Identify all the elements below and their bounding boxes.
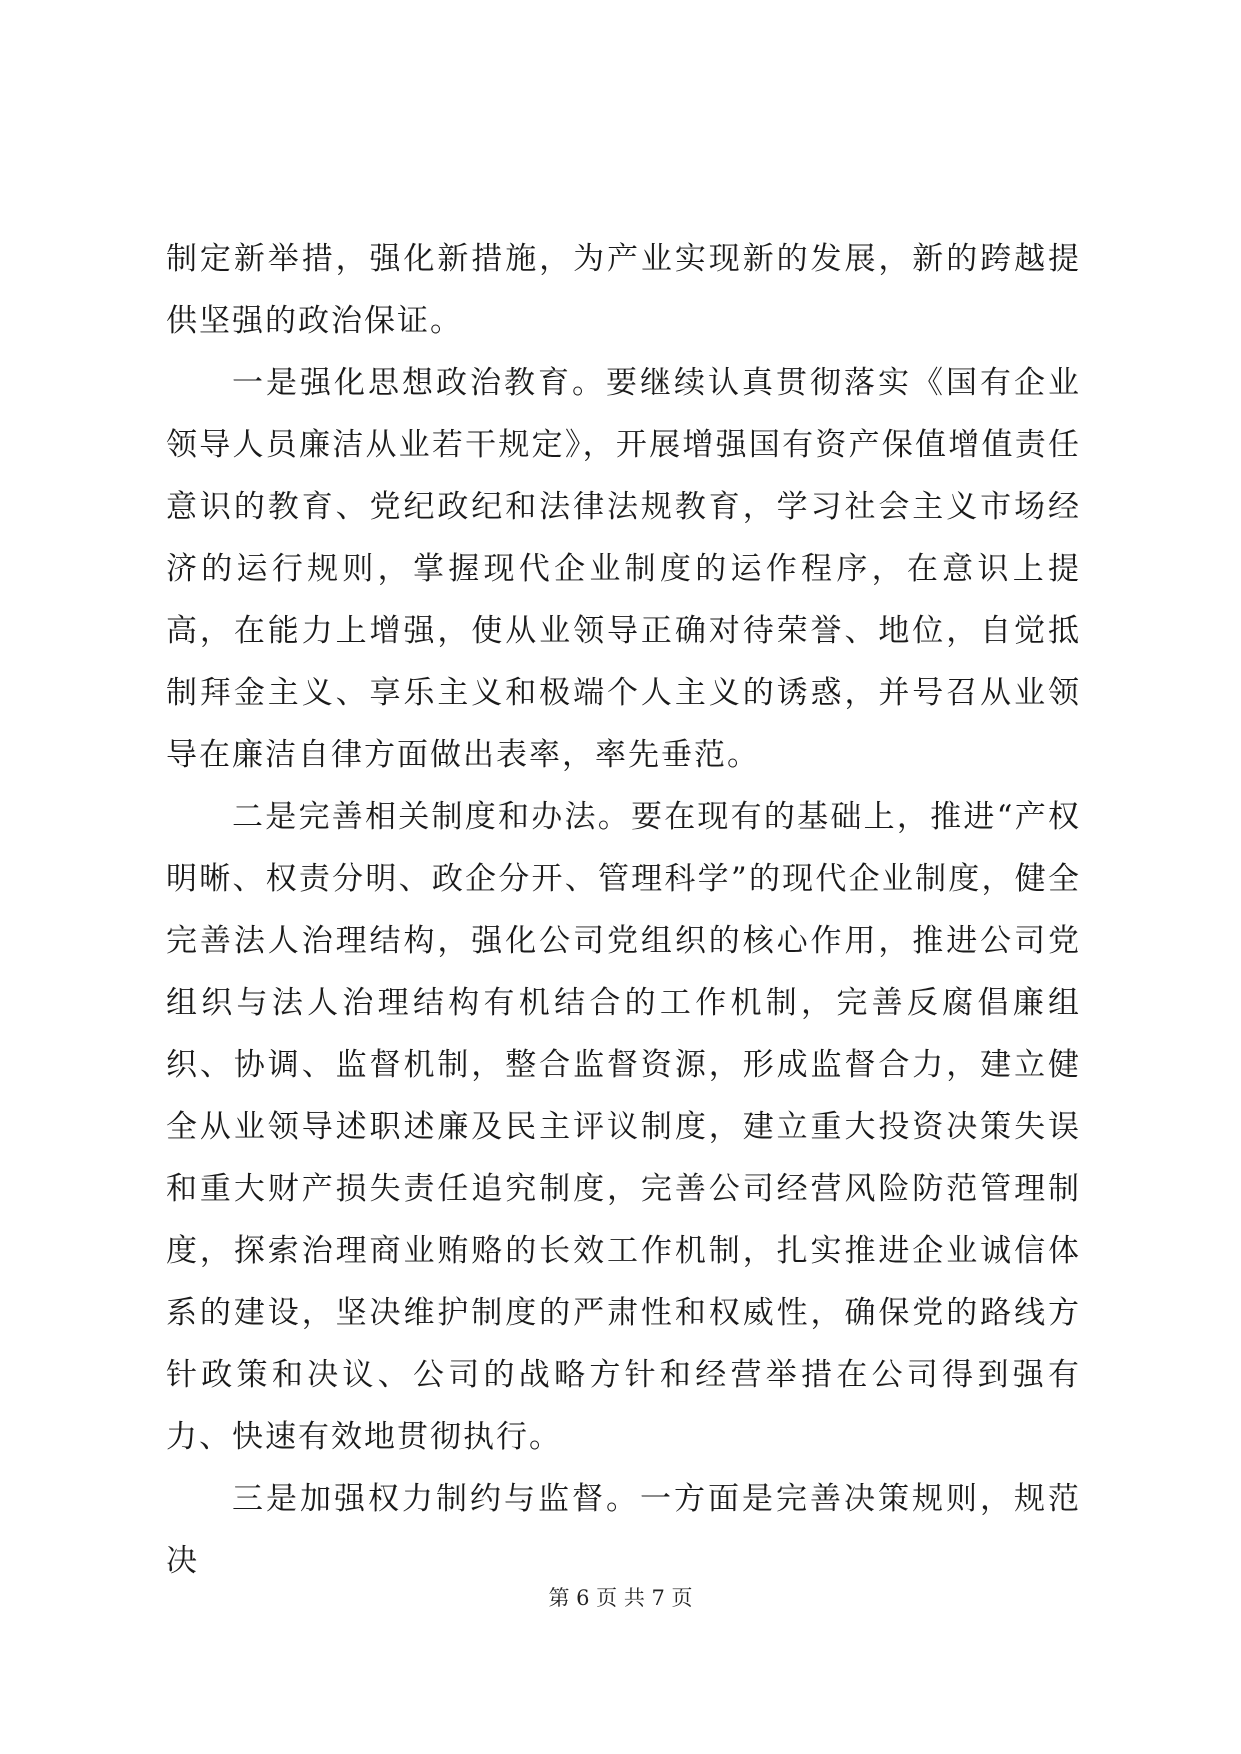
paragraph-power-supervision: 三是加强权力制约与监督。一方面是完善决策规则，规范决	[166, 1481, 1081, 1579]
document-body	[166, 228, 1081, 1592]
paragraph-ideological-education: 一是强化思想政治教育。要继续认真贯彻落实《国有企业领导人员廉洁从业若干规定》，开展增强国有资产保值增值责任意识的教育、党纪政纪和法律法规教育，学习社会主义市场经济的运行规则，掌握现代企业制度的运作程序，在意识上提高，在能力上增强，使从业领导正确对待荣誉、地位，自觉抵制拜金主义、享乐主义和极端个人主义的诱惑，并号召从业领导在廉洁自律方面做出表率，率先垂范。	[166, 365, 1081, 773]
paragraph-continuation: 制定新举措，强化新措施，为产业实现新的发展，新的跨越提供坚强的政治保证。	[166, 241, 1081, 339]
paragraph-improve-systems: 二是完善相关制度和办法。要在现有的基础上，推进“产权明晰、权责分明、政企分开、管理科学”的现代企业制度，健全完善法人治理结构，强化公司党组织的核心作用，推进公司党组织与法人治理结构有机结合的工作机制，完善反腐倡廉组织、协调、监督机制，整合监督资源，形成监督合力，建立健全从业领导述职述廉及民主评议制度，建立重大投资决策失误和重大财产损失责任追究制度，完善公司经营风险防范管理制度，探索治理商业贿赂的长效工作机制，扎实推进企业诚信体系的建设，坚决维护制度的严肃性和权威性，确保党的路线方针政策和决议、公司的战略方针和经营举措在公司得到强有力、快速有效地贯彻执行。	[166, 799, 1081, 1455]
page-number-footer: 第 6 页 共 7 页	[548, 1586, 693, 1610]
